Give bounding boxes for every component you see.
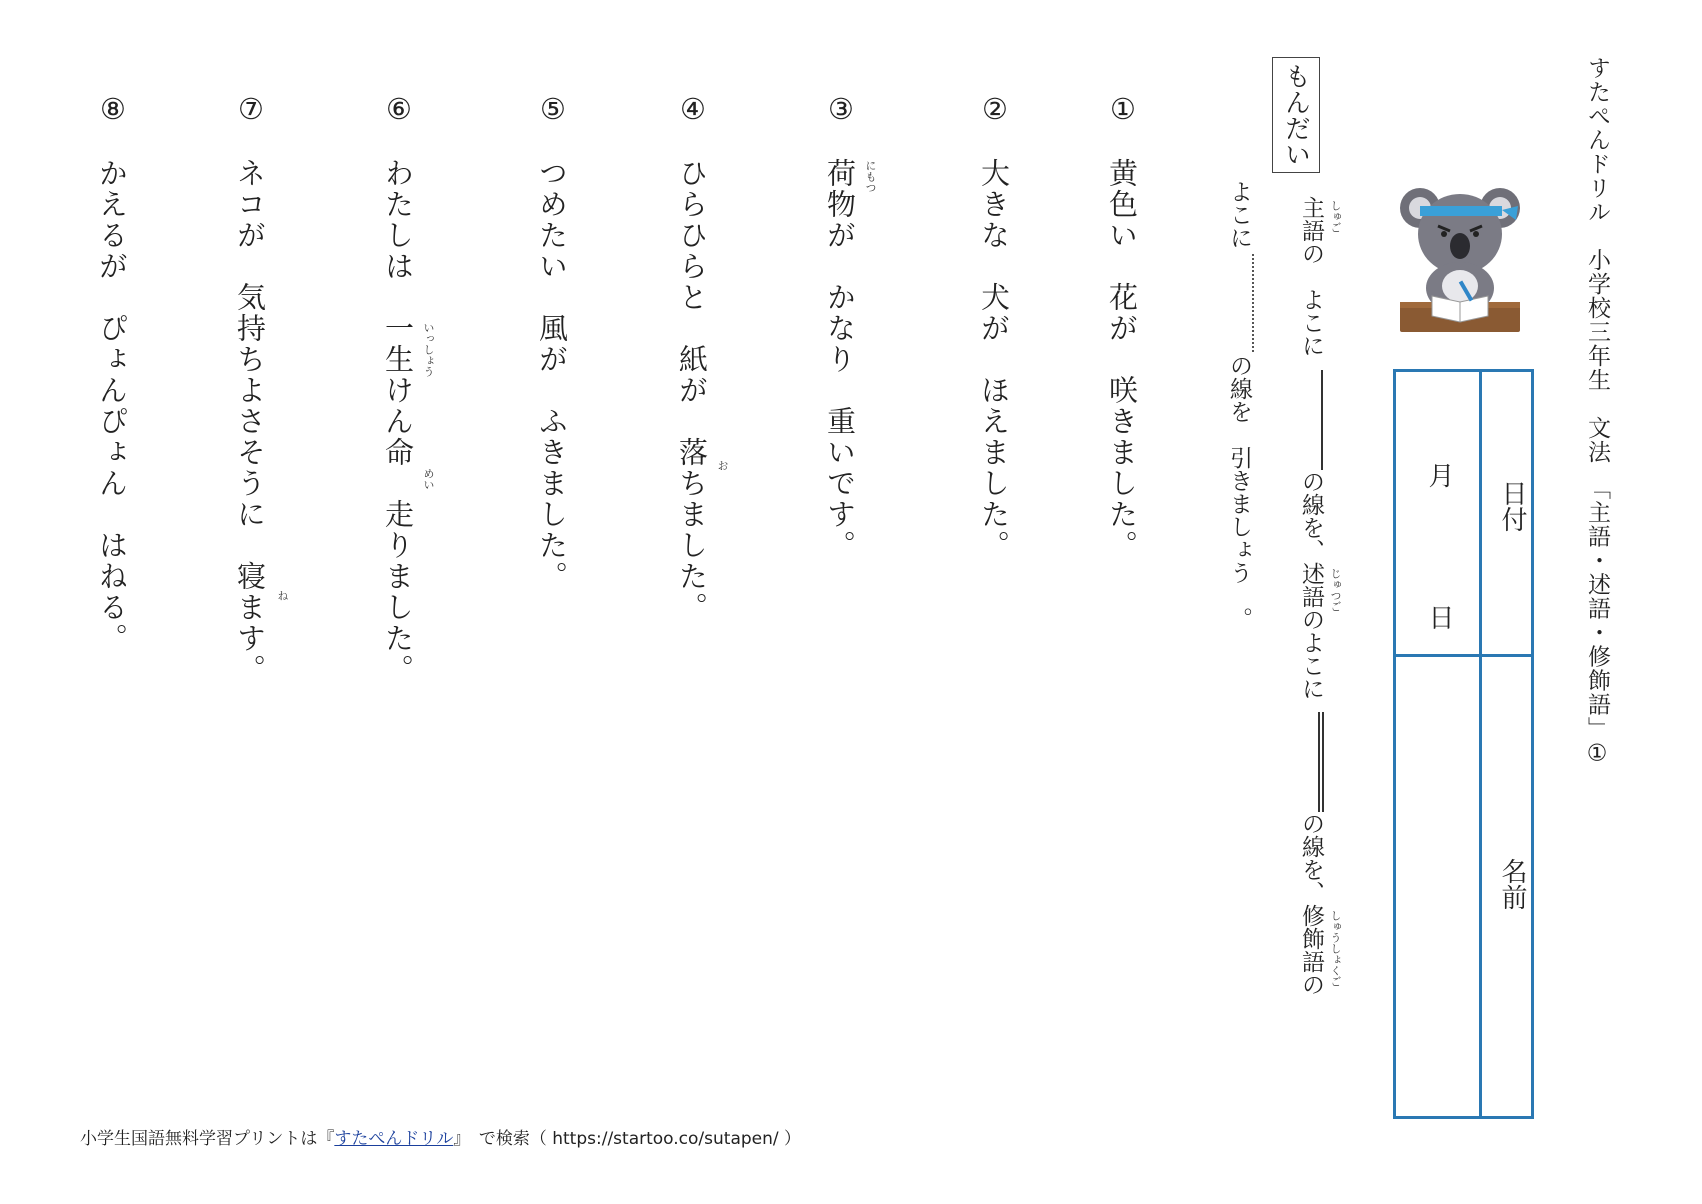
question-text: つめたい 風が ふきました。 [535,158,569,592]
double-line-sample [1318,712,1324,812]
instruction-text: の線を、修飾語の [1298,812,1324,996]
question-text: 荷物が かなり 重いです。 [823,158,857,561]
ruby-mei: めい [422,468,435,490]
name-input-area[interactable] [1484,660,1532,1116]
month-label: 月 [1424,462,1454,488]
instruction-text: 主語の よこに [1298,196,1324,357]
question-number: ⑦ [234,92,268,126]
question-text: 黄色い 花が 咲きました。 [1105,158,1139,561]
question-number: ② [978,92,1012,126]
ruby-issho: いっしょう [422,322,435,377]
question-text: わたしは 一生けん命 走りました。 [381,158,415,685]
ruby-jutsugo: じゅつご [1329,568,1342,612]
date-label: 日付 [1497,480,1527,532]
question-text: 大きな 犬が ほえました。 [977,158,1011,561]
question-number: ⑤ [536,92,570,126]
footer-site-link[interactable]: すたぺんドリル [334,1129,454,1149]
box-divider [1393,654,1534,657]
question-number: ① [1106,92,1140,126]
single-line-sample [1321,370,1323,470]
question-number: ⑥ [382,92,416,126]
instruction-text: の線を 引きましょう 。 [1226,354,1252,630]
question-text: ネコが 気持ちよさそうに 寝ます。 [233,158,267,685]
ruby-shugo: しゅご [1329,200,1342,233]
koala-studying-icon [1398,176,1522,334]
question-text: かえるが ぴょんぴょん はねる。 [95,158,129,654]
footer [80,1124,801,1149]
wavy-line-sample [1250,254,1256,354]
worksheet-title: すたぺんドリル 小学校三年生 文法 「主語・述語・修飾語」① [1584,56,1610,768]
question-number: ③ [824,92,858,126]
problem-label-text: もんだい [1280,63,1311,167]
name-label: 名前 [1497,858,1527,910]
ruby-shushokugo: しゅうしょくご [1329,910,1342,987]
problem-label [1272,57,1320,173]
instruction-text: よこに [1226,180,1252,249]
instruction-text: の線を、述語のよこに [1298,470,1324,700]
footer-prefix: 小学生国語無料学習プリントは『 [80,1129,335,1149]
date-input-area[interactable] [1394,380,1478,652]
question-text: ひらひらと 紙が 落ちました。 [675,158,709,623]
question-number: ④ [676,92,710,126]
question-number: ⑧ [96,92,130,126]
footer-suffix: 』 で検索（ https://startoo.co/sutapen/ ） [453,1129,802,1149]
day-label: 日 [1424,604,1454,630]
ruby-nimotsu: にもつ [864,160,877,193]
ruby-ne: ね [276,590,289,601]
ruby-o: お [716,460,729,471]
box-divider [1479,369,1482,1119]
